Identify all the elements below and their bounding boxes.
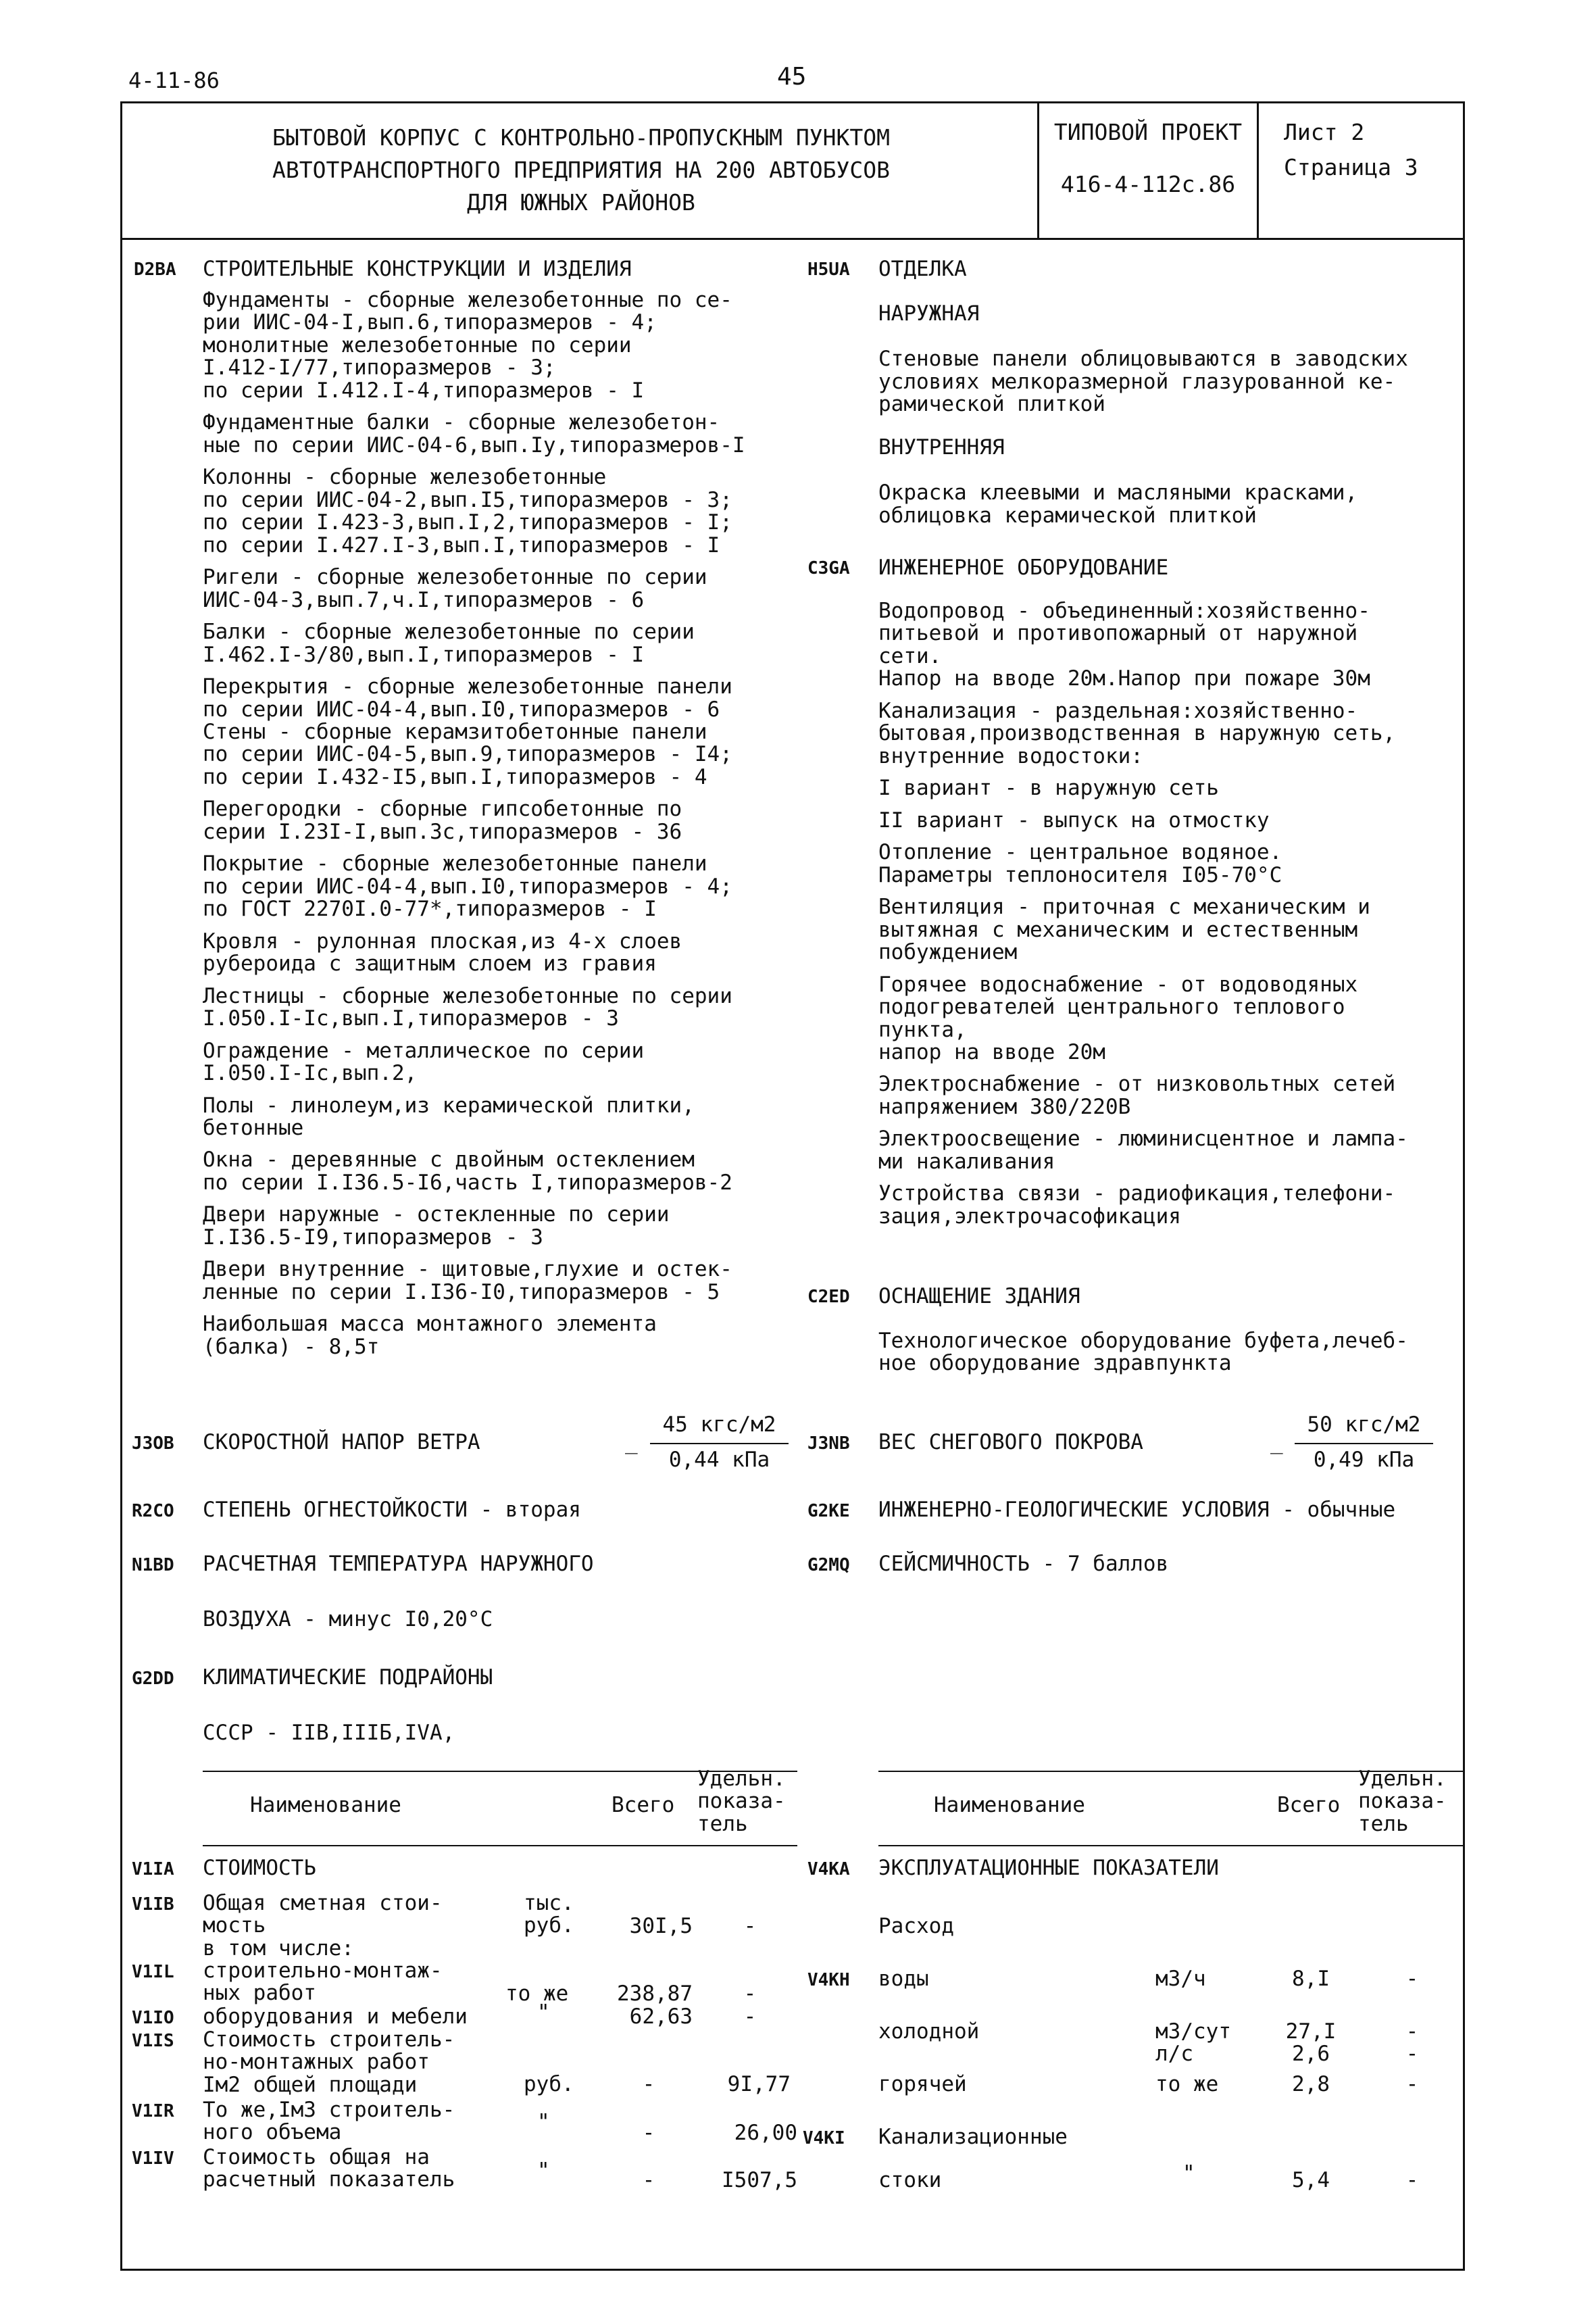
engineering-item: Вентиляция - приточная с механическим и вытяжная с механическим и естественным побуждением [878,895,1370,965]
ops-header-spec: Удельн. показа- тель [1358,1767,1447,1836]
cost-row-spec: - [743,1981,757,2006]
fire-code: R2CO [132,1501,174,1521]
snow-value-bottom: 0,49 кПа [1313,1448,1415,1472]
ops-row-code: V4KH [807,1970,850,1990]
cost-row-code: V1IS [132,2031,174,2051]
seismic-text: СЕЙСМИЧНОСТЬ - 7 баллов [878,1552,1169,1576]
engineering-item: Электроснабжение - от низковольтных сетей напряжением 380/220В [878,1072,1396,1119]
cost-row-unit: руб. [524,2072,574,2096]
engineering-item: Отопление - центральное водяное. Параметры теплоносителя I05-70°С [878,840,1282,887]
wind-dash: _ [625,1430,638,1454]
ops-row-name: ЭКСПЛУАТАЦИОННЫЕ ПОКАЗАТЕЛИ [878,1856,1219,1880]
exterior-text: Стеновые панели облицовываются в заводских условиях мелкоразмерной глазурованной ке- рамической плиткой [878,347,1408,417]
ops-row-name: воды [878,1967,929,1991]
ops-row-spec: - - [1405,2019,1419,2067]
construction-item: Ограждение - металлическое по серии I.050.I-Iс,вып.2, [203,1038,645,1086]
construction-item: Кровля - рулонная плоская,из 4-х слоев рубероида с защитным слоем из гравия [203,929,682,977]
cost-row-total: 62,63 [629,2004,693,2029]
cost-row-code: V1IO [132,2008,174,2028]
cost-row-name: То же,Iм3 строитель- ного объема [203,2098,455,2145]
engineering-item: Канализация - раздельная:хозяйственно- бытовая,производственная в наружную сеть, внутренние водостоки: [878,698,1396,768]
snow-dash: _ [1270,1430,1283,1454]
interior-text: Окраска клеевыми и масляными красками, облицовка керамической плиткой [878,481,1358,528]
seismic-code: G2MQ [807,1555,850,1575]
temperature-text-2: ВОЗДУХА - минус I0,20°С [203,1607,493,1631]
cost-header-name: Наименование [250,1793,401,1817]
exterior-title: НАРУЖНАЯ [878,301,980,326]
sheet-number: Лист 2 [1284,119,1365,145]
ops-row-code: V4KI [803,2128,845,2148]
ops-row-unit: " [1182,2161,1195,2186]
snow-code: J3NB [807,1433,850,1454]
equipment-title: ОСНАЩЕНИЕ ЗДАНИЯ [878,1284,1080,1308]
cost-row-name: строительно-монтаж- ных работ [203,1959,443,2006]
cost-row-spec: 26,00 [734,2121,797,2145]
cost-row-name: Стоимость общая на расчетный показатель [203,2145,455,2192]
geology-code: G2KE [807,1501,850,1521]
cost-row-total: - [642,2121,655,2145]
geology-text: ИНЖЕНЕРНО-ГЕОЛОГИЧЕСКИЕ УСЛОВИЯ - обычные [878,1498,1396,1522]
construction-item: Фундаментные балки - сборные железобетон- ные по серии ИИС-04-6,вып.Iу,типоразмеров-I [203,410,745,458]
climate-text: СССР - IIВ,IIIБ,IVА, [203,1721,455,1745]
project-number: 416-4-112с.86 [1060,171,1236,197]
ops-header-total: Всего [1277,1793,1341,1817]
temperature-text-1: РАСЧЕТНАЯ ТЕМПЕРАТУРА НАРУЖНОГО [203,1552,594,1576]
cost-row-name: оборудования и мебели [203,2004,468,2029]
wind-value-bottom: 0,44 кПа [668,1448,770,1472]
title-divider-1 [1037,101,1039,240]
cost-row-unit: " [537,2000,550,2025]
cost-row-total: - [642,2072,655,2096]
engineering-item: II вариант - выпуск на отмостку [878,808,1270,833]
cost-header-spec: Удельн. показа- тель [697,1767,786,1836]
ops-row-total: 27,I 2,6 [1285,2019,1337,2067]
ops-row-code: V4KA [807,1859,850,1879]
cost-row-name: Стоимость строитель- но-монтажных работ Iм2 общей площади [203,2027,455,2097]
engineering-title: ИНЖЕНЕРНОЕ ОБОРУДОВАНИЕ [878,556,1169,580]
finish-code: H5UA [807,260,850,280]
climate-code: G2DD [132,1669,174,1689]
engineering-item: Устройства связи - радиофикация,телефони- зация,электрочасофикация [878,1181,1396,1229]
construction-item: Двери наружные - остекленные по серии I.I36.5-I9,типоразмеров - 3 [203,1202,670,1250]
interior-title: ВНУТРЕННЯЯ [878,435,1005,460]
construction-item: Перекрытия - сборные железобетонные панели по серии ИИС-04-4,вып.I0,типоразмеров - 6 Стены - сборные керамзитобетонные панели по серии ИИС-04-5,вып.9,типоразмеров - I4; по серии I.432-I5,вып.I,типоразмеров - 4 [203,674,732,789]
construction-list [203,289,797,1368]
construction-item: Лестницы - сборные железобетонные по серии I.050.I-Iс,вып.I,типоразмеров - 3 [203,983,732,1031]
wind-code: J3OB [132,1433,174,1454]
ops-row-unit: м3/ч [1155,1967,1206,1991]
cost-row-code: V1IL [132,1962,174,1982]
ops-row-name: горячей [878,2072,967,2096]
equipment-code: C2ED [807,1287,850,1307]
engineering-item: Водопровод - объединенный:хозяйственно- питьевой и противопожарный от наружной сети. Напор на вводе 20м.Напор при пожаре 30м [878,599,1370,691]
wind-fraction-line [650,1443,789,1444]
section-code: D2BA [134,260,176,280]
page-date: 4-11-86 [128,68,220,93]
climate-title: КЛИМАТИЧЕСКИЕ ПОДРАЙОНЫ [203,1665,493,1690]
engineering-list [878,600,1460,1237]
title-divider-2 [1257,101,1259,240]
page-number: 45 [777,63,807,91]
ops-row-spec: - [1405,1967,1419,1991]
ops-row-spec: - [1405,2168,1419,2192]
cost-header-total: Всего [612,1793,675,1817]
construction-item: Колонны - сборные железобетонные по серии ИИС-04-2,вып.I5,типоразмеров - 3; по серии I.423-3,вып.I,2,типоразмеров - I; по серии I.427.I-3,вып.I,типоразмеров - I [203,465,732,558]
ops-row-spec: - [1405,2072,1419,2096]
snow-fraction-line [1295,1443,1433,1444]
cost-row-total: 30I,5 [629,1914,693,1938]
ops-row-unit: м3/сут л/с [1155,2019,1231,2067]
cost-row-unit: тыс. руб. [524,1891,574,1938]
fire-text: СТЕПЕНЬ ОГНЕСТОЙКОСТИ - вторая [203,1498,581,1522]
ops-row-total: 5,4 [1292,2168,1330,2192]
ops-row-name: Канализационные [878,2125,1068,2149]
cost-row-name: Общая сметная стои- мость в том числе: [203,1891,443,1961]
document-title: БЫТОВОЙ КОРПУС С КОНТРОЛЬНО-ПРОПУСКНЫМ ПУНКТОМ АВТОТРАНСПОРТНОГО ПРЕДПРИЯТИЯ НА 200 АВТОБУСОВ ДЛЯ ЮЖНЫХ РАЙОНОВ [272,124,890,216]
engineering-code: C3GA [807,558,850,578]
engineering-item: Электроосвещение - люминисцентное и лампа- ми накаливания [878,1127,1408,1174]
wind-value-top: 45 кгс/м2 [662,1412,776,1437]
engineering-item: I вариант - в наружную сеть [878,776,1219,801]
section-title: СТРОИТЕЛЬНЫЕ КОНСТРУКЦИИ И ИЗДЕЛИЯ [203,257,632,281]
construction-item: Наибольшая масса монтажного элемента (балка) - 8,5т [203,1312,657,1359]
construction-item: Окна - деревянные с двойным остеклением по серии I.I36.5-I6,часть I,типоразмеров-2 [203,1148,732,1195]
cost-row-spec: - [743,1914,757,1938]
cost-row-code: V1IA [132,1859,174,1879]
construction-item: Перегородки - сборные гипсобетонные по серии I.23I-I,вып.3с,типоразмеров - 36 [203,797,682,844]
cost-row-spec: - [743,2004,757,2029]
ops-row-name: холодной [878,2019,980,2044]
snow-label: ВЕС СНЕГОВОГО ПОКРОВА [878,1430,1143,1454]
wind-label: СКОРОСТНОЙ НАПОР ВЕТРА [203,1430,480,1454]
cost-row-spec: I507,5 [722,2168,797,2192]
cost-row-spec: 9I,77 [727,2072,791,2096]
equipment-text: Технологическое оборудование буфета,лечеб- ное оборудование здравпункта [878,1329,1408,1376]
construction-item: Ригели - сборные железобетонные по серии ИИС-04-3,вып.7,ч.I,типоразмеров - 6 [203,565,707,612]
cost-table-header-bottom [203,1845,797,1846]
ops-table-header-bottom [878,1845,1463,1846]
ops-row-unit: то же [1155,2072,1219,2096]
construction-item: Двери внутренние - щитовые,глухие и остек- ленные по серии I.I36-I0,типоразмеров - 5 [203,1257,732,1304]
ops-row-name: Расход [878,1914,954,1938]
ops-row-name: стоки [878,2168,942,2192]
construction-item: Балки - сборные железобетонные по серии I.462.I-3/80,вып.I,типоразмеров - I [203,620,695,667]
engineering-item: Горячее водоснабжение - от водоводяных подогревателей центрального теплового пункта, напор на вводе 20м [878,972,1358,1064]
ops-row-total: 2,8 [1292,2072,1330,2096]
finish-title: ОТДЕЛКА [878,257,967,281]
ops-header-name: Наименование [934,1793,1085,1817]
temperature-code: N1BD [132,1555,174,1575]
construction-item: Покрытие - сборные железобетонные панели по серии ИИС-04-4,вып.I0,типоразмеров - 4; по ГОСТ 2270I.0-77*,типоразмеров - I [203,852,732,922]
project-label: ТИПОВОЙ ПРОЕКТ [1053,119,1243,145]
page-label: Страница 3 [1284,154,1418,180]
cost-row-total: 238,87 [617,1981,693,2006]
cost-row-unit: " [537,2110,550,2134]
cost-row-name: СТОИМОСТЬ [203,1856,316,1880]
cost-row-code: V1IV [132,2148,174,2169]
construction-item: Полы - линолеум,из керамической плитки, бетонные [203,1093,695,1140]
ops-row-total: 8,I [1292,1967,1330,1991]
snow-value-top: 50 кгс/м2 [1307,1412,1421,1437]
finish-block [878,303,1460,527]
construction-item: Фундаменты - сборные железобетонные по се- рии ИИС-04-I,вып.6,типоразмеров - 4; монолитные железобетонные по серии I.412-I/77,типоразмеров - 3; по серии I.412.I-4,типоразмеров - I [203,288,732,403]
cost-row-unit: " [537,2159,550,2183]
title-bottom-line [120,238,1465,240]
cost-row-unit: то же [505,1981,569,2006]
cost-row-total: - [642,2168,655,2192]
cost-row-code: V1IR [132,2101,174,2121]
cost-row-code: V1IB [132,1894,174,1915]
